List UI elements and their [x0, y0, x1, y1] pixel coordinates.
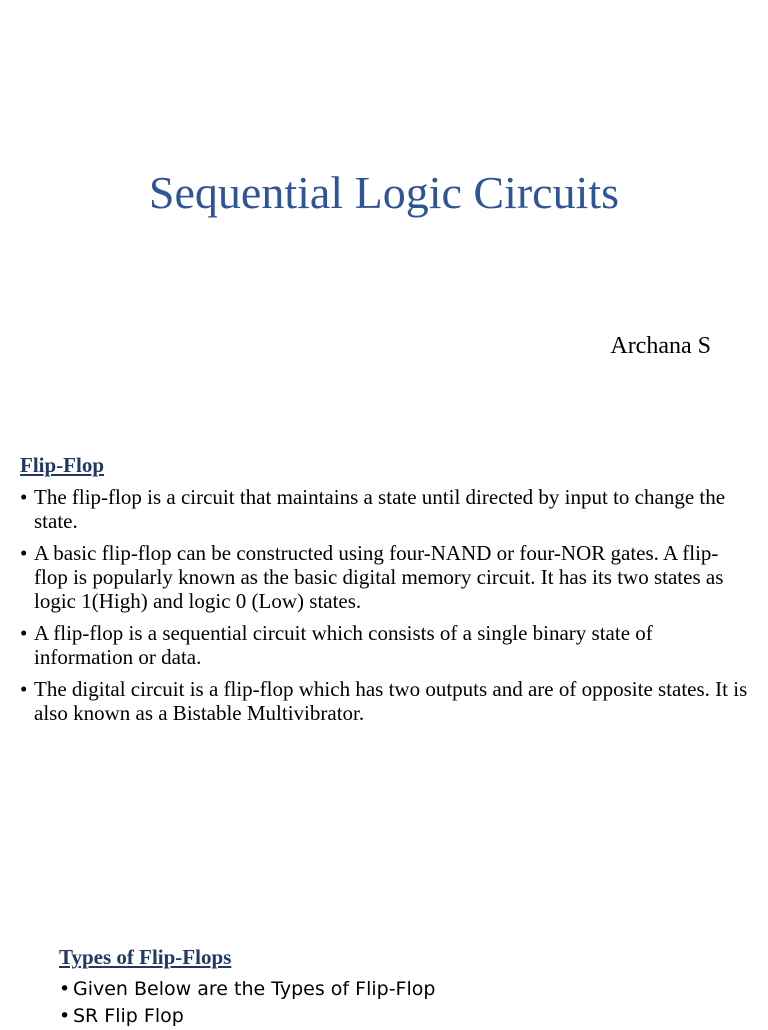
bullet-text: The digital circuit is a flip-flop which has two outputs and are of opposite states. It is also known as a Bistable Multivibrator.: [34, 677, 748, 725]
bullet-text: The flip-flop is a circuit that maintains a state until directed by input to change the state.: [34, 485, 726, 533]
bullet-icon: •: [20, 485, 28, 509]
bullet-icon: •: [59, 978, 71, 1000]
slide-title: Sequential Logic Circuits: [148, 167, 620, 218]
bullet-icon: •: [59, 1005, 71, 1027]
types-bullet-list: [59, 976, 435, 1030]
list-item: [20, 485, 750, 533]
list-item: [20, 677, 750, 725]
author-name: Archana S: [610, 333, 711, 359]
bullet-text: A basic flip-flop can be constructed using four-NAND or four-NOR gates. A flip-flop is popularly known as the basic digital memory circuit. It has its two states as logic 1(High) and logic 0 (Low) states.: [34, 541, 724, 613]
list-item: [20, 621, 750, 669]
flip-flop-bullet-list: [20, 485, 750, 733]
bullet-icon: •: [20, 677, 28, 701]
list-item: [59, 1003, 435, 1030]
list-item: [59, 976, 435, 1003]
list-item: [20, 541, 750, 613]
bullet-icon: •: [20, 621, 28, 645]
bullet-text: A flip-flop is a sequential circuit which consists of a single binary state of information or data.: [34, 621, 653, 669]
bullet-text: SR Flip Flop: [73, 1005, 184, 1027]
bullet-text: Given Below are the Types of Flip-Flop: [73, 978, 436, 1000]
bullet-icon: •: [20, 541, 28, 565]
flip-flop-heading: Flip-Flop: [20, 453, 105, 477]
types-heading: Types of Flip-Flops: [59, 945, 232, 969]
